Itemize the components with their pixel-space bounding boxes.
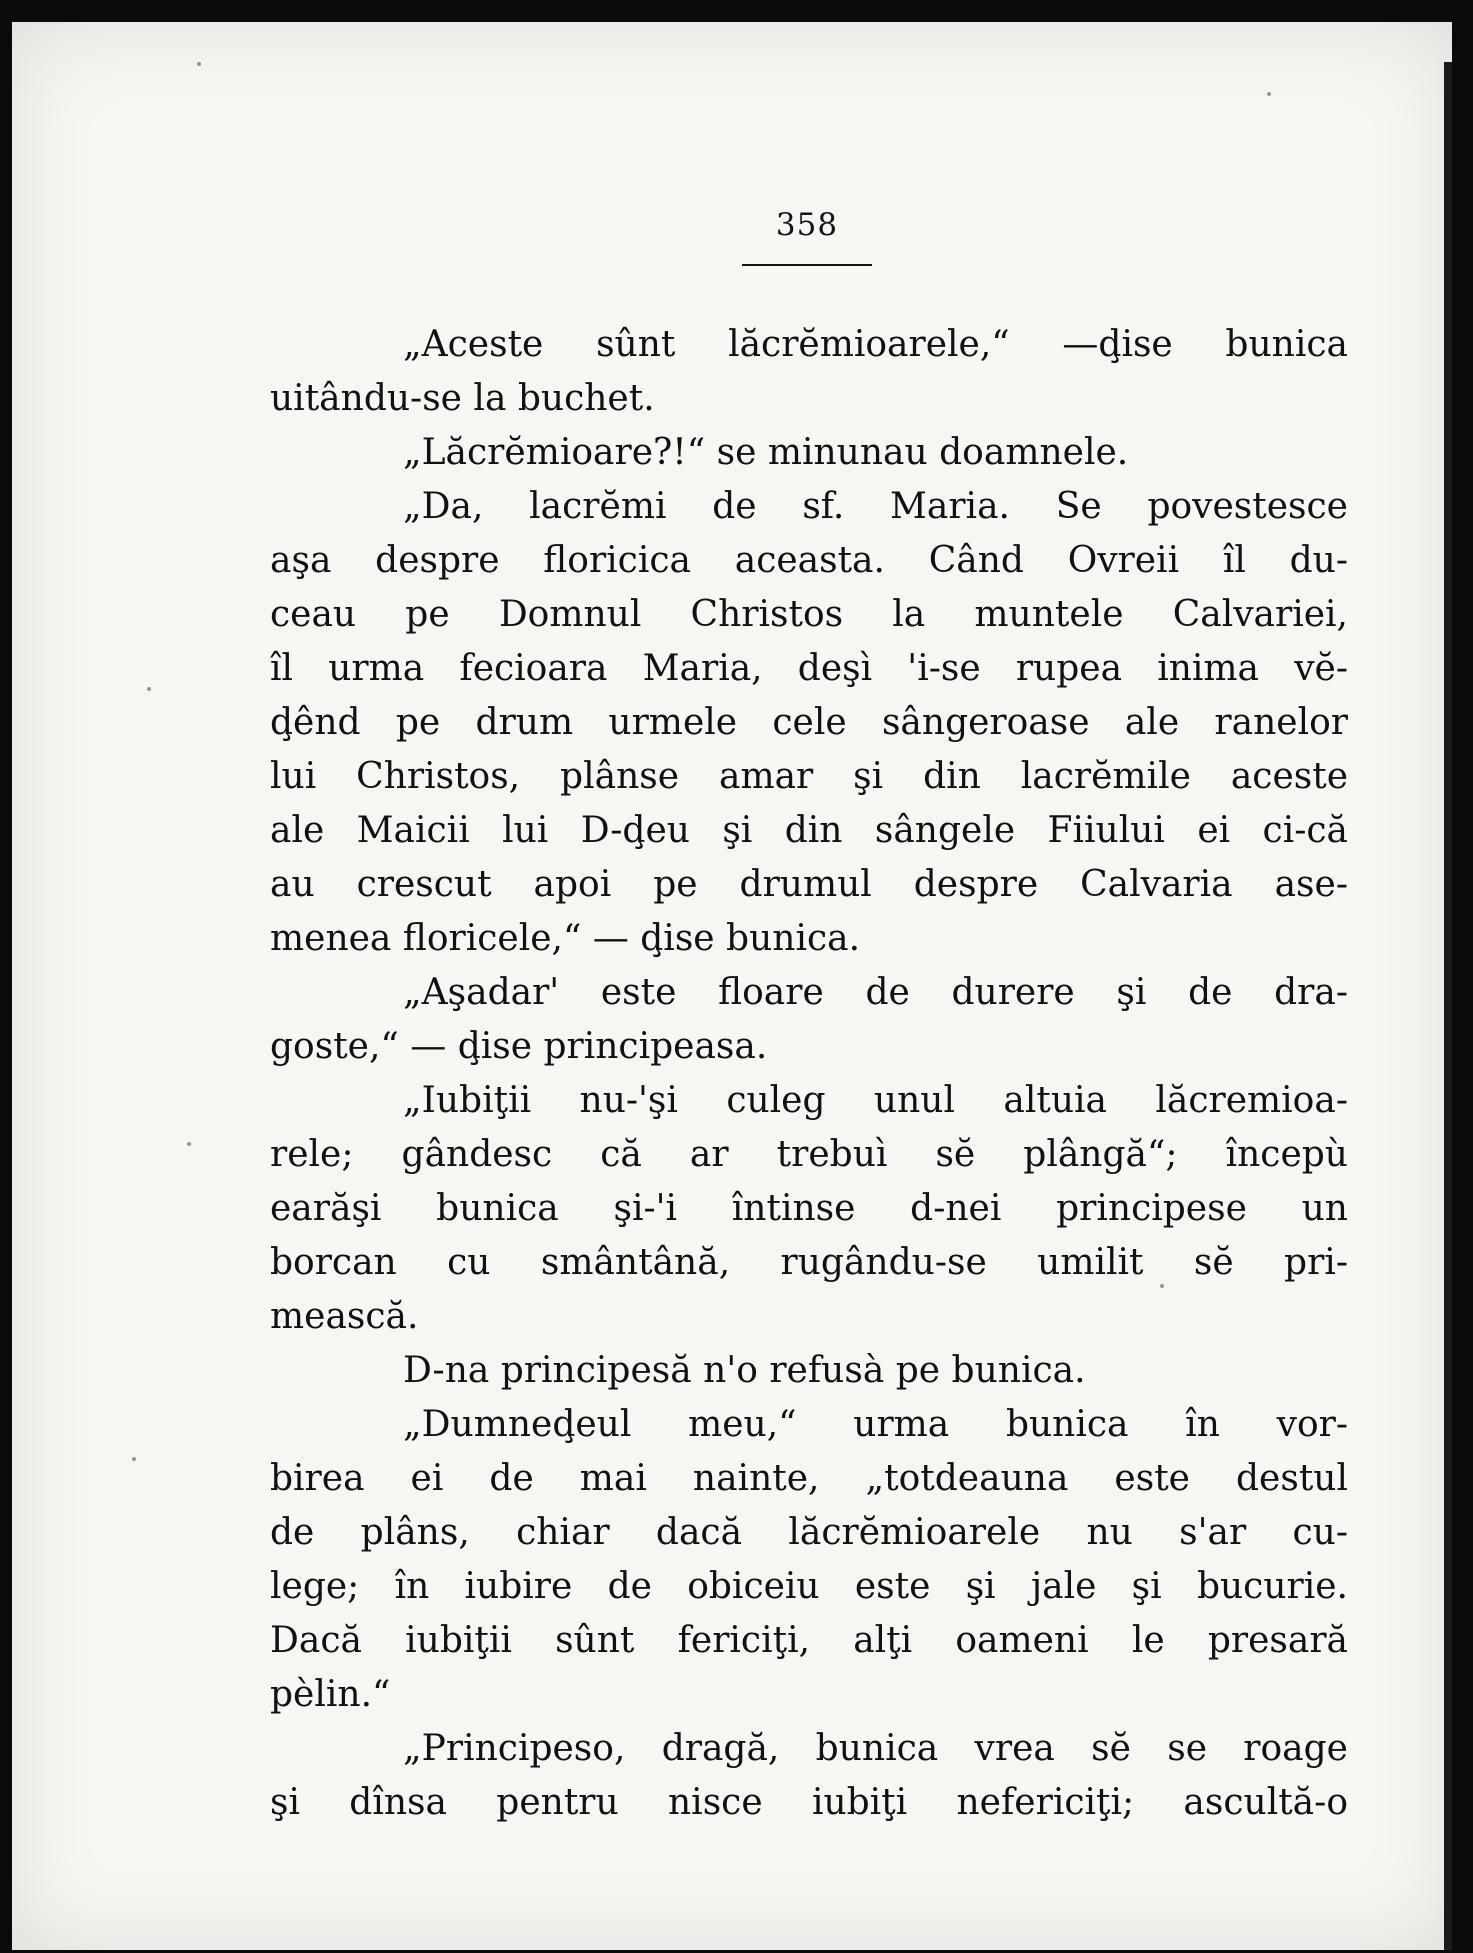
paper-speck xyxy=(132,1457,136,1461)
text-line: „Iubiţii nu-'şi culeg unul altuia lăcremioa- xyxy=(403,1080,1348,1121)
text-line: „Da, lacrĕmi de sf. Maria. Se povestesce xyxy=(403,486,1348,527)
text-line: lui Christos, plânse amar şi din lacrĕmile aceste xyxy=(270,756,1348,797)
text-line: uitându-se la buchet. xyxy=(270,378,655,419)
paper-speck xyxy=(187,1142,191,1146)
paper-speck xyxy=(1267,92,1271,96)
text-line: şi dînsa pentru nisce iubiţi nefericiţi; ascultă-o xyxy=(270,1782,1348,1823)
text-line: îl urma fecioara Maria, deşì 'i-se rupea inima vĕ- xyxy=(270,648,1348,689)
text-line: ale Maicii lui D-ḑeu şi din sângele Fiiului ei ci-că xyxy=(270,810,1348,851)
text-line: „Aşadar' este floare de durere şi de dra- xyxy=(403,972,1348,1013)
text-line: pèlin.“ xyxy=(270,1674,391,1715)
text-line: ceau pe Domnul Christos la muntele Calvariei, xyxy=(270,594,1348,635)
text-line: mească. xyxy=(270,1296,419,1337)
text-line: birea ei de mai nainte, „totdeauna este destul xyxy=(270,1458,1348,1499)
text-line: „Dumneḑeul meu,“ urma bunica în vor- xyxy=(403,1404,1348,1445)
text-line: ḑênd pe drum urmele cele sângeroase ale ranelor xyxy=(270,702,1348,743)
text-line: „Lăcrĕmioare?!“ se minunau doamnele. xyxy=(403,432,1129,473)
paper-speck xyxy=(147,687,151,691)
page-number-rule xyxy=(742,264,872,266)
text-line: „Aceste sûnt lăcrĕmioarele,“ —ḑise bunica xyxy=(403,324,1348,365)
text-line: au crescut apoi pe drumul despre Calvaria ase- xyxy=(270,864,1348,905)
text-line: borcan cu smântână, rugându-se umilit sĕ pri- xyxy=(270,1242,1348,1283)
paper-speck xyxy=(197,62,201,66)
text-line: menea floricele,“ — ḑise bunica. xyxy=(270,918,861,959)
text-line: rele; gândesc că ar trebuì sĕ plângă“; începù xyxy=(270,1134,1348,1175)
body-text xyxy=(270,318,1348,1830)
paper-speck xyxy=(1160,1284,1164,1288)
text-line: goste,“ — ḑise principeasa. xyxy=(270,1026,768,1067)
text-line: earăşi bunica şi-'i întinse d-nei principese un xyxy=(270,1188,1348,1229)
text-line: aşa despre floricica aceasta. Când Ovreii îl du- xyxy=(270,540,1348,581)
page-edge-shadow xyxy=(1444,62,1452,1950)
text-line: lege; în iubire de obiceiu este şi jale şi bucurie. xyxy=(270,1566,1348,1607)
text-line: Dacă iubiţii sûnt fericiţi, alţi oameni le presară xyxy=(270,1620,1348,1661)
book-page xyxy=(12,22,1452,1950)
text-line: D-na principesă n'o refusà pe bunica. xyxy=(403,1350,1086,1391)
text-line: de plâns, chiar dacă lăcrĕmioarele nu s'ar cu- xyxy=(270,1512,1348,1553)
page-number: 358 xyxy=(775,207,839,243)
text-line: „Principeso, dragă, bunica vrea sĕ se roage xyxy=(403,1728,1348,1769)
